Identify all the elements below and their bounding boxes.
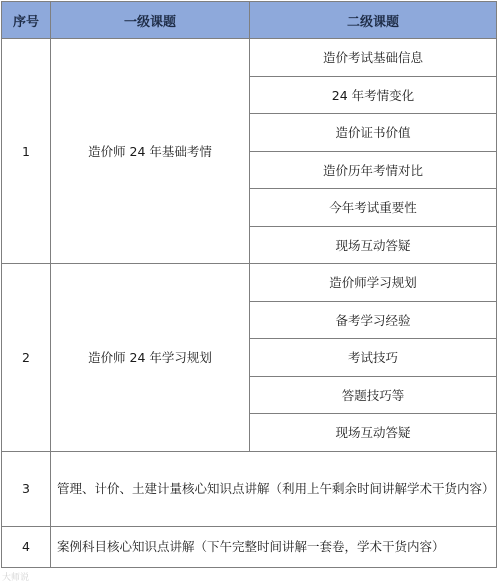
level2-topic: 造价师学习规划 — [250, 264, 497, 302]
level2-topic: 考试技巧 — [250, 339, 497, 377]
level1-topic: 造价师 24 年基础考情 — [51, 39, 250, 264]
level2-topic: 24 年考情变化 — [250, 76, 497, 114]
level2-topic: 造价证书价值 — [250, 114, 497, 152]
header-level1: 一级课题 — [51, 2, 250, 39]
table-row — [2, 526, 497, 567]
level2-topic: 今年考试重要性 — [250, 189, 497, 227]
table-row — [2, 39, 497, 77]
table-row — [2, 451, 497, 526]
level2-topic: 现场互动答疑 — [250, 226, 497, 264]
merged-topic: 案例科目核心知识点讲解（下午完整时间讲解一套卷，学术干货内容） — [51, 526, 497, 567]
header-level2: 二级课题 — [250, 2, 497, 39]
level2-topic: 造价考试基础信息 — [250, 39, 497, 77]
row-number: 4 — [2, 526, 51, 567]
merged-topic: 管理、计价、土建计量核心知识点讲解（利用上午剩余时间讲解学术干货内容） — [51, 451, 497, 526]
table-row — [2, 264, 497, 302]
row-number: 1 — [2, 39, 51, 264]
row-number: 2 — [2, 264, 51, 452]
header-no: 序号 — [2, 2, 51, 39]
level2-topic: 现场互动答疑 — [250, 414, 497, 452]
level2-topic: 答题技巧等 — [250, 376, 497, 414]
course-table — [1, 1, 497, 568]
table-header-row — [2, 2, 497, 39]
level1-topic: 造价师 24 年学习规划 — [51, 264, 250, 452]
level2-topic: 备考学习经验 — [250, 301, 497, 339]
level2-topic: 造价历年考情对比 — [250, 151, 497, 189]
watermark: 大师说 — [2, 573, 30, 583]
row-number: 3 — [2, 451, 51, 526]
